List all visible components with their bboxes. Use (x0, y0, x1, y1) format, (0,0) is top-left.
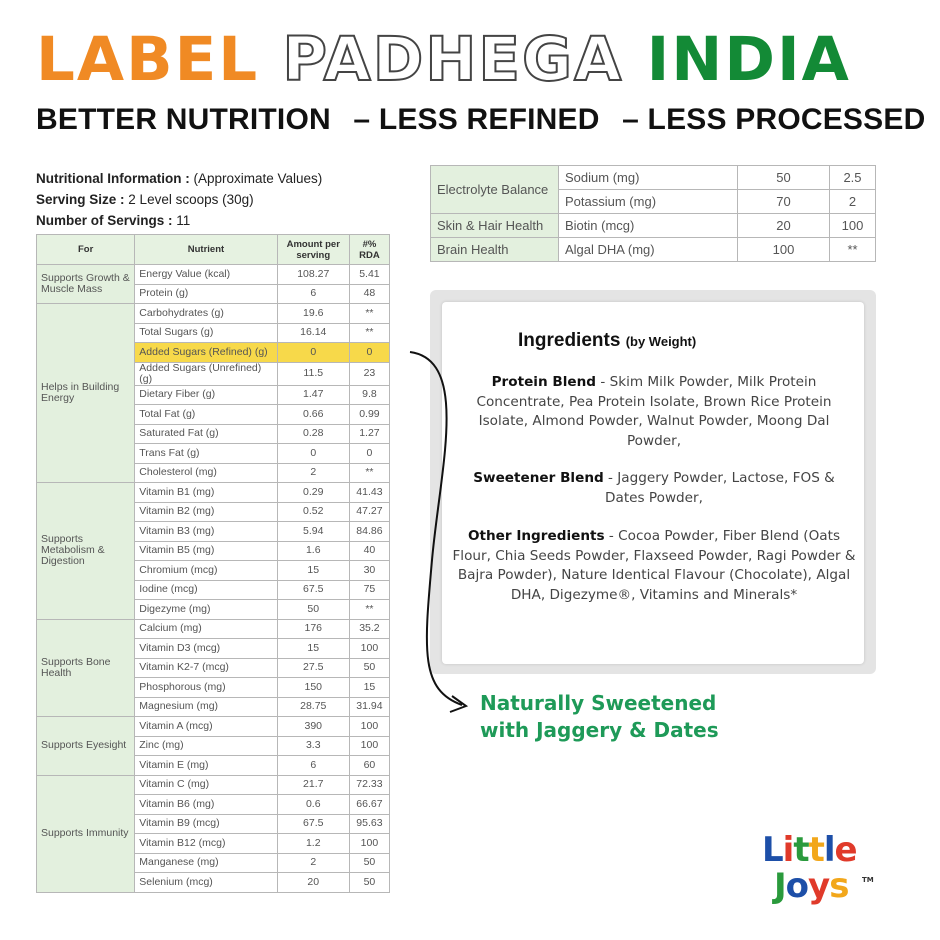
nutrient-cell: Zinc (mg) (135, 736, 277, 756)
rda-cell: 9.8 (349, 385, 389, 405)
nutrient-cell: Digezyme (mg) (135, 600, 277, 620)
amount-cell: 16.14 (277, 323, 349, 343)
category-cell: Helps in Building Energy (37, 304, 135, 483)
category-cell: Supports Eyesight (37, 717, 135, 776)
header-rda: #% RDA (349, 235, 389, 265)
callout-line: Naturally Sweetened (480, 691, 717, 715)
nutrient-cell: Protein (g) (135, 284, 277, 304)
table-row (431, 214, 876, 238)
rda-cell: 41.43 (349, 483, 389, 503)
other-ingredients-label: Other Ingredients (467, 528, 605, 544)
rda-cell: ** (349, 600, 389, 620)
logo-letter: i (782, 830, 794, 870)
table-row (431, 166, 876, 190)
rda-cell: 100 (349, 834, 389, 854)
category-cell: Skin & Hair Health (431, 214, 559, 238)
nutrient-cell: Vitamin E (mg) (135, 756, 277, 776)
amount-cell: 21.7 (277, 775, 349, 795)
info-value: 2 Level scoops (30g) (128, 192, 254, 207)
subtitle-part: – LESS REFINED (353, 103, 600, 136)
amount-cell: 0.6 (277, 795, 349, 815)
info-value: (Approximate Values) (193, 171, 323, 186)
nutrient-cell: Total Fat (g) (135, 405, 277, 425)
subtitle-part: – LESS PROCESSED (622, 103, 926, 136)
table-row (431, 238, 876, 262)
servings-line (36, 210, 322, 231)
nutrient-cell: Potassium (mg) (559, 190, 738, 214)
amount-cell: 50 (277, 600, 349, 620)
category-cell: Supports Bone Health (37, 619, 135, 717)
amount-cell: 20 (738, 214, 830, 238)
category-cell: Supports Immunity (37, 775, 135, 892)
rda-cell: 31.94 (349, 697, 389, 717)
title-label: LABEL (36, 24, 260, 95)
sweetener-blend-label: Sweetener Blend (473, 470, 604, 486)
nutrient-cell: Sodium (mg) (559, 166, 738, 190)
amount-cell: 0.52 (277, 502, 349, 522)
logo-letter: t (808, 830, 824, 870)
amount-cell: 19.6 (277, 304, 349, 324)
amount-cell: 27.5 (277, 658, 349, 678)
amount-cell: 0.66 (277, 405, 349, 425)
logo-letter: o (785, 866, 809, 906)
nutrient-cell: Vitamin B3 (mg) (135, 522, 277, 542)
info-label: Number of Servings : (36, 213, 173, 228)
naturally-sweetened-callout (480, 690, 719, 744)
electrolyte-table-body (431, 166, 876, 262)
ingredients-title (518, 330, 696, 352)
nutrient-cell: Calcium (mg) (135, 619, 277, 639)
table-row (37, 717, 390, 737)
amount-cell: 11.5 (277, 362, 349, 385)
amount-cell: 0 (277, 343, 349, 363)
nutrient-cell: Vitamin B5 (mg) (135, 541, 277, 561)
amount-cell: 100 (738, 238, 830, 262)
ingredients-title-text: Ingredients (518, 330, 621, 351)
rda-cell: 2 (830, 190, 876, 214)
title-india: INDIA (646, 24, 851, 95)
page-title (36, 24, 916, 96)
table-row (37, 483, 390, 503)
rda-cell: 100 (830, 214, 876, 238)
title-padhega: PADHEGA (282, 24, 624, 95)
rda-cell: 35.2 (349, 619, 389, 639)
info-label: Serving Size : (36, 192, 125, 207)
rda-cell: 60 (349, 756, 389, 776)
logo-letter: e (834, 830, 857, 870)
serving-size-line (36, 189, 322, 210)
rda-cell: 15 (349, 678, 389, 698)
nutrient-cell: Saturated Fat (g) (135, 424, 277, 444)
amount-cell: 20 (277, 873, 349, 893)
amount-cell: 15 (277, 561, 349, 581)
logo-trademark: TM (862, 876, 874, 884)
amount-cell: 6 (277, 756, 349, 776)
nutrient-cell: Total Sugars (g) (135, 323, 277, 343)
rda-cell: 100 (349, 717, 389, 737)
logo-line-1 (762, 832, 857, 868)
sweetener-blend-text: - Jaggery Powder, Lactose, FOS & Dates Powder, (603, 470, 835, 506)
callout-line: with Jaggery & Dates (480, 718, 719, 742)
amount-cell: 15 (277, 639, 349, 659)
nutrient-cell: Chromium (mcg) (135, 561, 277, 581)
amount-cell: 176 (277, 619, 349, 639)
category-cell: Brain Health (431, 238, 559, 262)
nutrient-cell: Algal DHA (mg) (559, 238, 738, 262)
amount-cell: 390 (277, 717, 349, 737)
logo-letter: s (829, 866, 849, 906)
logo-letter: l (823, 830, 835, 870)
table-row (37, 619, 390, 639)
amount-cell: 67.5 (277, 580, 349, 600)
table-row (37, 265, 390, 285)
rda-cell: 0 (349, 444, 389, 464)
rda-cell: 47.27 (349, 502, 389, 522)
category-cell: Supports Growth & Muscle Mass (37, 265, 135, 304)
nutrient-cell: Vitamin B1 (mg) (135, 483, 277, 503)
amount-cell: 6 (277, 284, 349, 304)
rda-cell: 95.63 (349, 814, 389, 834)
rda-cell: 84.86 (349, 522, 389, 542)
rda-cell: 48 (349, 284, 389, 304)
nutrient-cell: Dietary Fiber (g) (135, 385, 277, 405)
logo-line-2 (774, 868, 848, 904)
sweetener-blend (452, 469, 856, 508)
rda-cell: 72.33 (349, 775, 389, 795)
logo-letter: J (774, 866, 786, 906)
nutrient-cell: Vitamin C (mg) (135, 775, 277, 795)
nutrient-cell: Energy Value (kcal) (135, 265, 277, 285)
amount-cell: 28.75 (277, 697, 349, 717)
nutrient-cell: Trans Fat (g) (135, 444, 277, 464)
electrolyte-table (430, 165, 876, 262)
rda-cell: ** (830, 238, 876, 262)
category-cell: Supports Metabolism & Digestion (37, 483, 135, 620)
subtitle-part: BETTER NUTRITION (36, 103, 331, 136)
nutrition-table-body (37, 265, 390, 893)
nutrient-cell: Biotin (mcg) (559, 214, 738, 238)
logo-letter: y (808, 866, 830, 906)
logo-letter: t (793, 830, 809, 870)
rda-cell: 30 (349, 561, 389, 581)
nutrient-cell: Cholesterol (mg) (135, 463, 277, 483)
amount-cell: 70 (738, 190, 830, 214)
rda-cell: ** (349, 304, 389, 324)
rda-cell: 0.99 (349, 405, 389, 425)
amount-cell: 108.27 (277, 265, 349, 285)
rda-cell: 100 (349, 736, 389, 756)
little-joys-logo (758, 832, 878, 914)
protein-blend (452, 373, 856, 451)
amount-cell: 1.2 (277, 834, 349, 854)
protein-blend-text: - Skim Milk Powder, Milk Protein Concentrate, Pea Protein Isolate, Brown Rice Protein Isolate, Almond Powder, Walnut Powder, Moong Dal Powder, (476, 374, 832, 449)
rda-cell: 66.67 (349, 795, 389, 815)
arrow-head (450, 696, 466, 712)
nutrient-cell: Vitamin B6 (mg) (135, 795, 277, 815)
rda-cell: 40 (349, 541, 389, 561)
header-amount: Amount per serving (277, 235, 349, 265)
amount-cell: 1.47 (277, 385, 349, 405)
rda-cell: ** (349, 463, 389, 483)
nutrient-cell: Magnesium (mg) (135, 697, 277, 717)
amount-cell: 5.94 (277, 522, 349, 542)
nutrient-cell: Vitamin A (mcg) (135, 717, 277, 737)
amount-cell: 0.29 (277, 483, 349, 503)
rda-cell: 100 (349, 639, 389, 659)
amount-cell: 150 (277, 678, 349, 698)
rda-cell: 5.41 (349, 265, 389, 285)
other-ingredients (452, 527, 856, 605)
amount-cell: 1.6 (277, 541, 349, 561)
rda-cell: ** (349, 323, 389, 343)
rda-cell: 0 (349, 343, 389, 363)
amount-cell: 0.28 (277, 424, 349, 444)
nutrient-cell: Vitamin B9 (mcg) (135, 814, 277, 834)
rda-cell: 23 (349, 362, 389, 385)
nutrient-cell: Iodine (mcg) (135, 580, 277, 600)
nutrient-cell: Vitamin B12 (mcg) (135, 834, 277, 854)
table-header-row (37, 235, 390, 265)
nutrient-cell: Carbohydrates (g) (135, 304, 277, 324)
other-ingredients-text: - Cocoa Powder, Fiber Blend (Oats Flour, Chia Seeds Powder, Flaxseed Powder, Ragi Powder & Bajra Powder), Nature Identical Flavour (Chocolate), Algal DHA, Digezyme®, Vitamins and Minerals* (452, 528, 856, 603)
info-label: Nutritional Information : (36, 171, 190, 186)
amount-cell: 67.5 (277, 814, 349, 834)
nutrient-cell: Selenium (mcg) (135, 873, 277, 893)
logo-letter: L (762, 830, 783, 870)
rda-cell: 50 (349, 658, 389, 678)
rda-cell: 1.27 (349, 424, 389, 444)
protein-blend-label: Protein Blend (491, 374, 597, 390)
nutrient-cell: Manganese (mg) (135, 853, 277, 873)
rda-cell: 2.5 (830, 166, 876, 190)
amount-cell: 3.3 (277, 736, 349, 756)
nutrition-info (36, 168, 322, 231)
nutrient-cell: Added Sugars (Unrefined) (g) (135, 362, 277, 385)
nutrition-info-line (36, 168, 322, 189)
info-value: 11 (176, 213, 191, 228)
table-row (37, 775, 390, 795)
rda-cell: 50 (349, 873, 389, 893)
category-cell: Electrolyte Balance (431, 166, 559, 214)
rda-cell: 75 (349, 580, 389, 600)
amount-cell: 0 (277, 444, 349, 464)
table-row (37, 304, 390, 324)
page-subtitle (36, 103, 926, 137)
amount-cell: 2 (277, 463, 349, 483)
nutrient-cell: Vitamin B2 (mg) (135, 502, 277, 522)
header-nutrient: Nutrient (135, 235, 277, 265)
nutrient-cell: Vitamin D3 (mcg) (135, 639, 277, 659)
ingredients-title-suffix: (by Weight) (625, 334, 697, 349)
nutrition-table (36, 234, 390, 893)
nutrient-cell: Added Sugars (Refined) (g) (135, 343, 277, 363)
nutrient-cell: Vitamin K2-7 (mcg) (135, 658, 277, 678)
header-for: For (37, 235, 135, 265)
nutrient-cell: Phosphorous (mg) (135, 678, 277, 698)
rda-cell: 50 (349, 853, 389, 873)
amount-cell: 50 (738, 166, 830, 190)
amount-cell: 2 (277, 853, 349, 873)
